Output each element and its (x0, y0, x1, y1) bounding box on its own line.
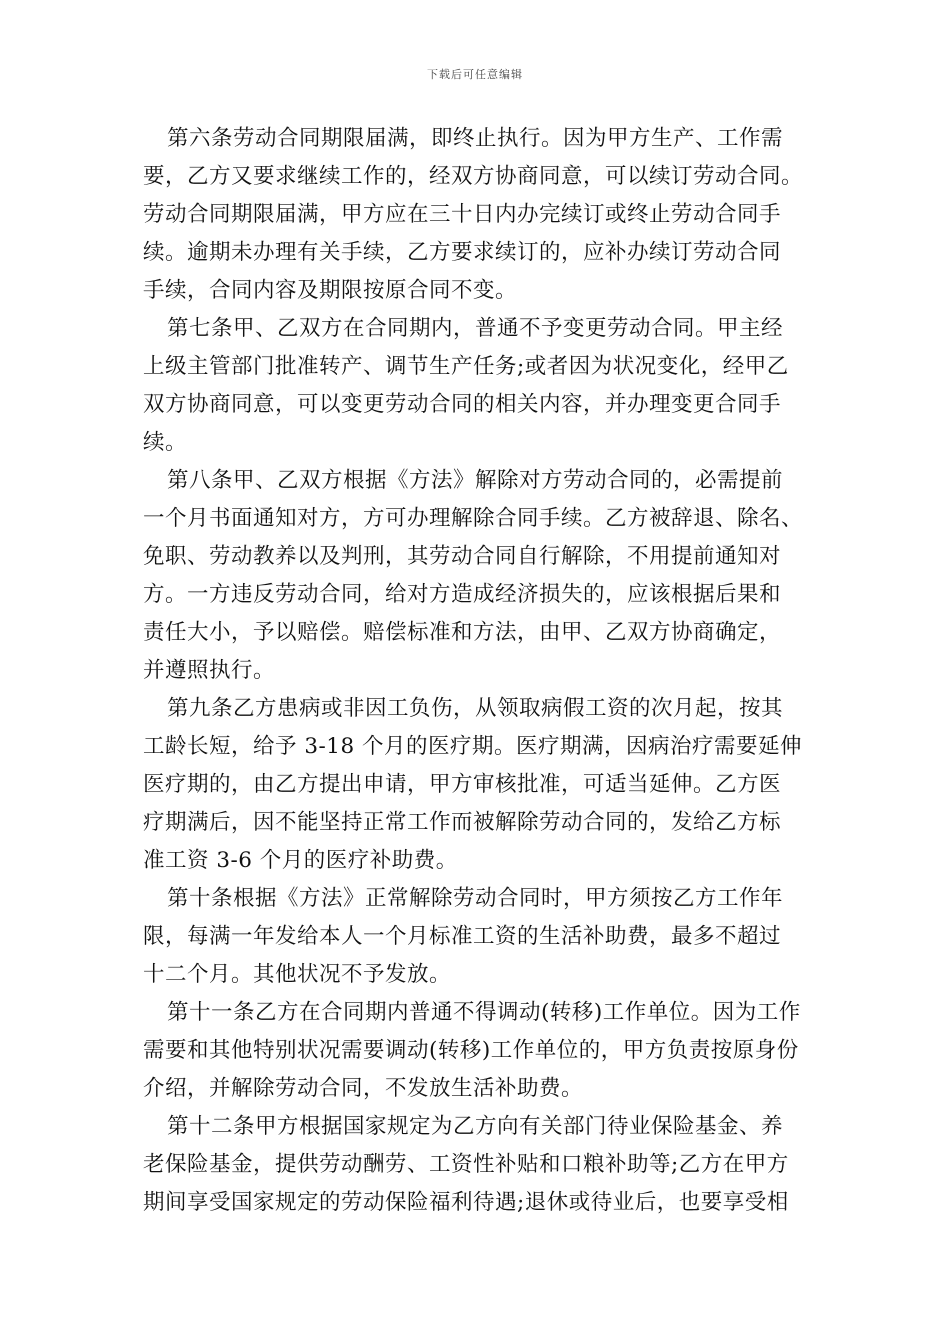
paragraph-line: 劳动合同期限届满，甲方应在三十日内办完续订或终止劳动合同手 (143, 202, 782, 227)
paragraph-first-line: 第七条甲、乙双方在合同期内，普通不予变更劳动合同。甲主经 (167, 316, 784, 341)
paragraph-line: 老保险基金，提供劳动酬劳、工资性补贴和口粮补助等;乙方在甲方 (143, 1152, 789, 1177)
paragraph-line: 责任大小，予以赔偿。赔偿标准和方法，由甲、乙双方协商确定， (143, 620, 782, 645)
paragraph-line: 期间享受国家规定的劳动保险福利待遇;退休或待业后，也要享受相 (143, 1190, 789, 1215)
paragraph-line: 方。一方违反劳动合同，给对方造成经济损失的，应该根据后果和 (143, 582, 782, 607)
paragraph-line: 介绍，并解除劳动合同，不发放生活补助费。 (143, 1076, 584, 1101)
paragraph-line: 限，每满一年发给本人一个月标准工资的生活补助费，最多不超过 (143, 924, 782, 949)
paragraph-first-line: 第十一条乙方在合同期内普通不得调动(转移)工作单位。因为工作 (167, 1000, 801, 1025)
paragraph-line: 一个月书面通知对方，方可办理解除合同手续。乙方被辞退、除名、 (143, 506, 804, 531)
paragraph-first-line: 第十二条甲方根据国家规定为乙方向有关部门待业保险基金、养 (167, 1114, 784, 1139)
page-header: 下载后可任意编辑 (427, 68, 523, 81)
document-body (143, 120, 813, 1222)
paragraph-line: 疗期满后，因不能坚持正常工作而被解除劳动合同的，发给乙方标 (143, 810, 782, 835)
paragraph-line: 准工资 3-6 个月的医疗补助费。 (143, 848, 458, 873)
paragraph-line: 工龄长短，给予 3-18 个月的医疗期。医疗期满，因病治疗需要延伸 (143, 734, 802, 759)
paragraph-line: 需要和其他特别状况需要调动(转移)工作单位的，甲方负责按原身份 (143, 1038, 799, 1063)
paragraph-line: 上级主管部门批准转产、调节生产任务;或者因为状况变化，经甲乙 (143, 354, 789, 379)
paragraph-line: 并遵照执行。 (143, 658, 276, 683)
paragraph-first-line: 第九条乙方患病或非因工负伤，从领取病假工资的次月起，按其 (167, 696, 784, 721)
paragraph-line: 续。逾期未办理有关手续，乙方要求续订的，应补办续订劳动合同 (143, 240, 782, 265)
paragraph-line: 免职、劳动教养以及判刑，其劳动合同自行解除，不用提前通知对 (143, 544, 782, 569)
paragraph-line: 续。 (143, 430, 188, 455)
paragraph-first-line: 第十条根据《方法》正常解除劳动合同时，甲方须按乙方工作年 (167, 886, 784, 911)
paragraph-line: 要，乙方又要求继续工作的，经双方协商同意，可以续订劳动合同。 (143, 164, 804, 189)
paragraph-first-line: 第八条甲、乙双方根据《方法》解除对方劳动合同的，必需提前 (167, 468, 784, 493)
paragraph-first-line: 第六条劳动合同期限届满，即终止执行。因为甲方生产、工作需 (167, 126, 784, 151)
paragraph-line: 手续，合同内容及期限按原合同不变。 (143, 278, 518, 303)
paragraph-line: 医疗期的，由乙方提出申请，甲方审核批准，可适当延伸。乙方医 (143, 772, 782, 797)
paragraph-line: 十二个月。其他状况不予发放。 (143, 962, 452, 987)
paragraph-line: 双方协商同意，可以变更劳动合同的相关内容，并办理变更合同手 (143, 392, 782, 417)
